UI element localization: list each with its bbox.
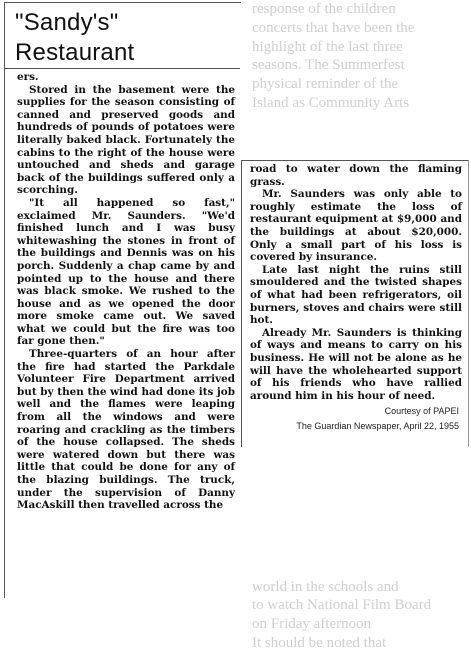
background-line: to watch National Film Board bbox=[252, 597, 432, 614]
background-line: physical reminder of the bbox=[252, 76, 399, 92]
article-body-right bbox=[242, 161, 468, 402]
article-paragraph: Late last night the ruins still smouldered and the twisted shapes of what had been refrigerators, oil burners, stoves and chairs were still hot. bbox=[250, 263, 462, 327]
background-line: Island as Community Arts bbox=[252, 94, 410, 111]
background-line: response of the children bbox=[252, 1, 396, 17]
background-line: seasons. The Summerfest bbox=[252, 57, 405, 74]
article-body-left bbox=[5, 69, 241, 512]
article-paragraph: Three-quarters of an hour after the fire had started the Parkdale Volunteer Fire Department arrived but by then the wind had done its job well and the flames were leaping from all the windows and were roaring and crackling as the timbers of the house collapsed. The sheds were watered down but there was little that could be done for any of the blazing buildings. The truck, under the supervision of Danny MacAskill then travelled across the bbox=[17, 348, 235, 512]
background-line: on Friday afternoon bbox=[252, 616, 372, 632]
article-paragraph: ers. bbox=[17, 71, 39, 83]
article-paragraph: Mr. Saunders was only able to roughly estimate the loss of restaurant equipment at $9,000 and the buildings at about $20,000. Only a small part of his loss is covered by insurance. bbox=[250, 188, 462, 264]
background-line: concerts that have been the bbox=[252, 19, 415, 36]
image-credit bbox=[296, 404, 459, 434]
credit-source: The Guardian Newspaper, April 22, 1955 bbox=[296, 421, 459, 431]
article-headline: "Sandy's" Restaurant bbox=[5, 3, 240, 69]
background-line: It should be noted that bbox=[252, 634, 387, 651]
article-paragraph: Stored in the basement were the supplies for the season consisting of canned and preserved goods and hundreds of pounds of potatoes were literally baked black. Fortunately the cabins to the right of the house were untouched and sheds and garage back of the buildings suffered only a scorching. bbox=[17, 83, 235, 197]
article-paragraph: road to water down the flaming grass. bbox=[250, 163, 462, 188]
article-paragraph: "It all happened so fast," exclaimed Mr. Saunders. "We'd finished lunch and I was busy whitewashing the stones in front of the buildings and Dennis was on his porch. Suddenly a chap came by and pointed up to the house and there was black smoke. We rushed to the house and as we opened the door more smoke came out. We saved what we could but the fire was too far gone then." bbox=[17, 196, 235, 348]
background-line: highlight of the last three bbox=[252, 38, 403, 55]
article-left-column bbox=[4, 2, 241, 598]
credit-courtesy: Courtesy of PAPEI bbox=[384, 406, 459, 416]
article-paragraph: Already Mr. Saunders is thinking of ways and means to carry on his business. He will not be alone as he will have the wholehearted support of his friends who have rallied around him in his hour of need. bbox=[250, 326, 462, 402]
background-line: world in the schools and bbox=[252, 578, 399, 595]
